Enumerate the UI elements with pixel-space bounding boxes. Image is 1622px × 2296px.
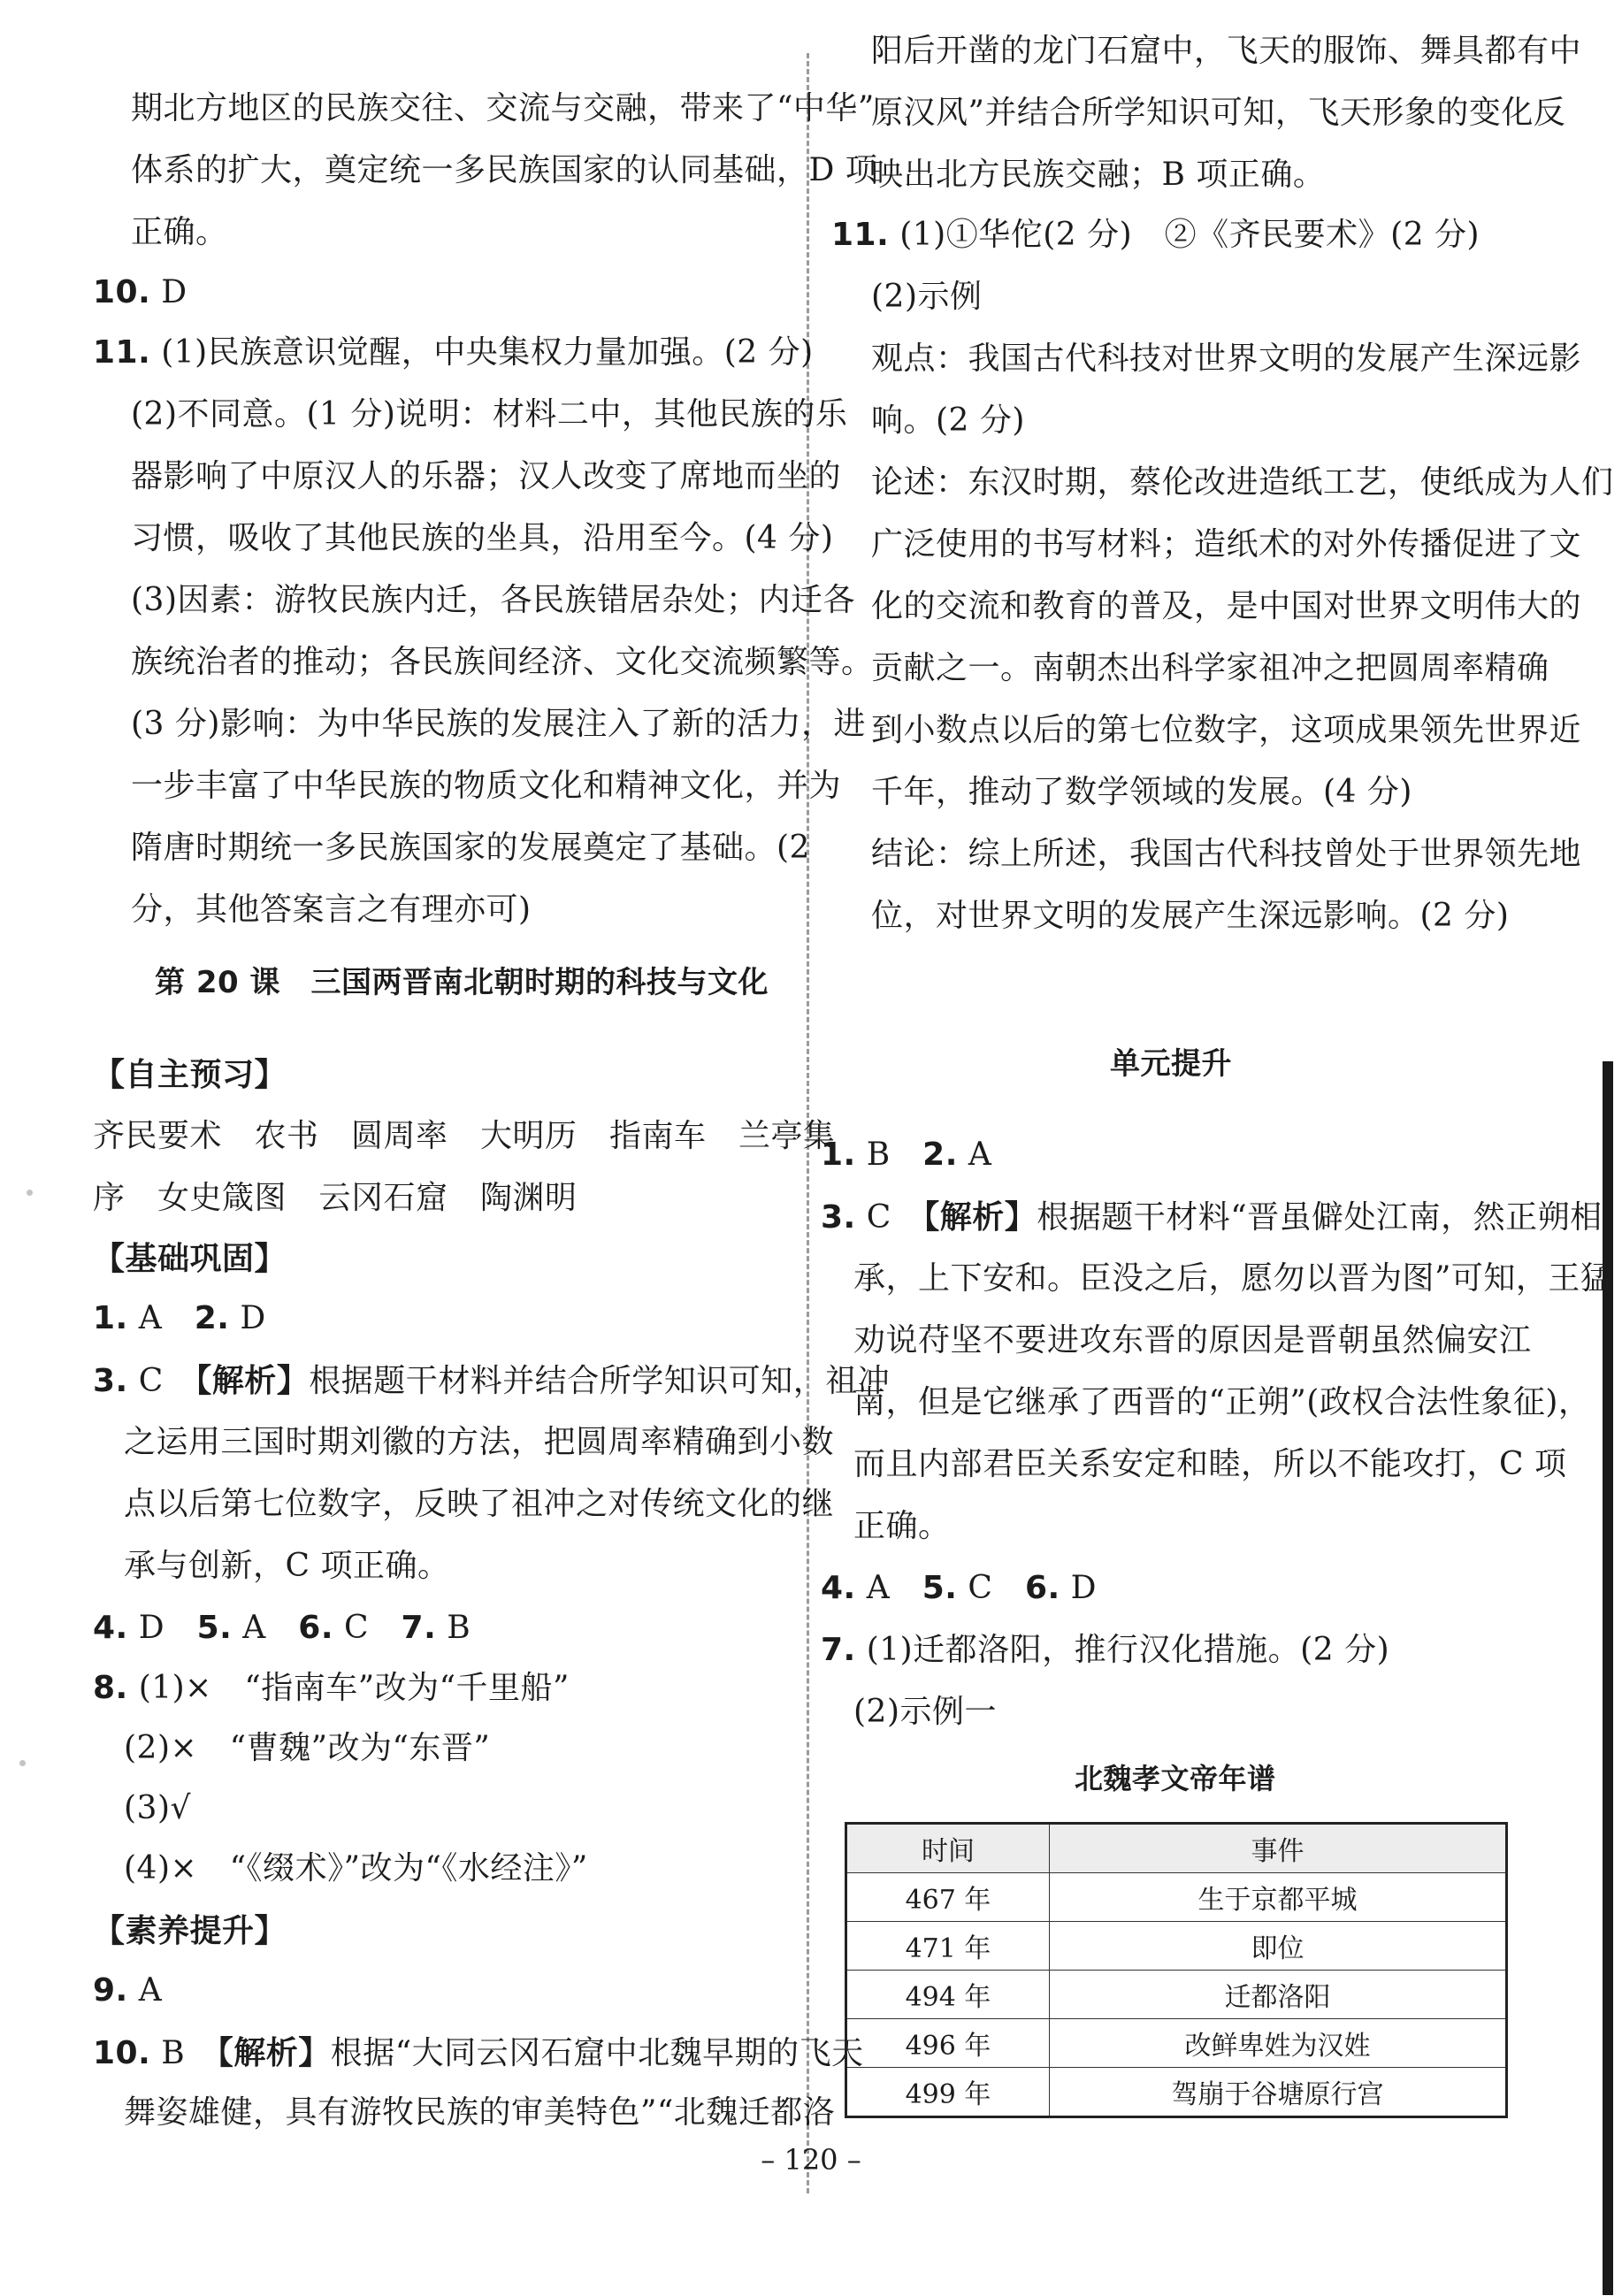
question-9 — [93, 1971, 162, 2011]
question-7-unit — [821, 1630, 1389, 1671]
question-number: 9. — [93, 1972, 128, 2009]
text-line: 贡献之一。南朝杰出科学家祖冲之把圆周率精确 — [871, 650, 1549, 686]
table-header-cell: 时间 — [846, 1824, 1050, 1873]
question-11 — [93, 333, 814, 373]
text-line: 承，上下安和。臣没之后，愿勿以晋为图”可知，王猛 — [853, 1260, 1613, 1297]
table-cell: 改鲜卑姓为汉姓 — [1050, 2019, 1507, 2068]
answer: D — [138, 1610, 165, 1646]
table-cell: 467 年 — [846, 1873, 1050, 1922]
question-number: 2. — [922, 1137, 958, 1173]
text-line: 之运用三国时期刘徽的方法，把圆周率精确到小数 — [124, 1424, 835, 1460]
text-line: 论述：东汉时期，蔡伦改进造纸工艺，使纸成为人们 — [871, 464, 1614, 501]
text-line: 化的交流和教育的普及，是中国对世界文明伟大的 — [871, 588, 1582, 624]
text-line: 一步丰富了中华民族的物质文化和精神文化，并为 — [131, 768, 842, 804]
table-cell: 499 年 — [846, 2068, 1050, 2117]
answer: A — [138, 1972, 163, 2009]
text-line: 正确。 — [853, 1508, 951, 1544]
question-number: 7. — [401, 1610, 437, 1646]
question-number: 6. — [1024, 1570, 1060, 1606]
question-10 — [93, 272, 187, 313]
text-line: 南，但是它继承了西晋的“正朔”(政权合法性象征)， — [853, 1384, 1591, 1420]
table-row — [846, 1971, 1507, 2019]
text-line: (1)①华佗(2 分) ②《齐民要术》(2 分) — [899, 217, 1480, 253]
text-line: 阳后开凿的龙门石窟中，飞天的服饰、舞具都有中 — [871, 33, 1582, 69]
question-number: 2. — [194, 1300, 230, 1336]
question-number: 4. — [821, 1570, 856, 1606]
text-line: 点以后第七位数字，反映了祖冲之对传统文化的继 — [124, 1486, 835, 1522]
unit-title: 单元提升 — [1110, 1046, 1232, 1082]
question-number: 10. — [93, 2035, 151, 2071]
answer: A — [242, 1610, 266, 1646]
analysis-tag: 【解析】 — [923, 1198, 1037, 1236]
table-row — [846, 2068, 1507, 2117]
question-10-literacy — [93, 2032, 864, 2074]
questions-4-6-unit — [821, 1568, 1097, 1609]
question-number: 10. — [93, 274, 151, 310]
section-heading: 【基础巩固】 — [93, 1240, 287, 1277]
text-line: 千年，推动了数学领域的发展。(4 分) — [871, 774, 1412, 810]
table-header-cell: 事件 — [1050, 1824, 1507, 1873]
table-header-row — [846, 1824, 1507, 1873]
answer: B — [161, 2035, 186, 2071]
question-number: 3. — [93, 1363, 128, 1399]
text-line: 齐民要术 农书 圆周率 大明历 指南车 兰亭集 — [93, 1118, 836, 1154]
table-title: 北魏孝文帝年谱 — [1075, 1762, 1276, 1795]
table-row — [846, 2019, 1507, 2068]
text-line: 根据题干材料“晋虽僻处江南，然正朔相 — [1037, 1199, 1603, 1236]
text-line: 广泛使用的书写材料；造纸术的对外传播促进了文 — [871, 526, 1582, 563]
text-line: 器影响了中原汉人的乐器；汉人改变了席地而坐的 — [131, 458, 842, 494]
scan-speck — [19, 1760, 26, 1766]
answer: D — [240, 1300, 266, 1336]
question-11-right — [831, 215, 1480, 256]
table-cell: 494 年 — [846, 1971, 1050, 2019]
answer: C — [866, 1199, 891, 1236]
text-line: 根据题干材料并结合所学知识可知，祖冲 — [309, 1363, 891, 1399]
text-line: 隋唐时期统一多民族国家的发展奠定了基础。(2 — [131, 830, 810, 866]
text-line: (2)× “曹魏”改为“东晋” — [124, 1730, 491, 1766]
table-cell: 迁都洛阳 — [1050, 1971, 1507, 2019]
text-line: 舞姿雄健，具有游牧民族的审美特色”“北魏迁都洛 — [124, 2094, 836, 2131]
question-3-unit — [821, 1197, 1603, 1238]
question-number: 4. — [93, 1610, 128, 1646]
table-cell: 496 年 — [846, 2019, 1050, 2068]
question-number: 7. — [821, 1632, 856, 1668]
question-3 — [93, 1360, 890, 1402]
answer: A — [138, 1300, 163, 1336]
question-number: 11. — [93, 334, 151, 371]
text-line: (2)示例一 — [853, 1694, 997, 1730]
text-line: 正确。 — [131, 214, 228, 250]
answer: B — [447, 1610, 471, 1646]
text-line: 承与创新，C 项正确。 — [124, 1548, 450, 1584]
table-row — [846, 1873, 1507, 1922]
text-line: 期北方地区的民族交往、交流与交融，带来了“中华” — [131, 90, 875, 126]
section-heading: 【素养提升】 — [93, 1912, 287, 1949]
question-number: 3. — [821, 1199, 856, 1236]
text-line: 而且内部君臣关系安定和睦，所以不能攻打，C 项 — [853, 1446, 1567, 1482]
scan-speck — [27, 1190, 33, 1196]
text-line: (1)迁都洛阳，推行汉化措施。(2 分) — [866, 1632, 1390, 1668]
table-cell: 即位 — [1050, 1922, 1507, 1971]
text-line: (1)民族意识觉醒，中央集权力量加强。(2 分) — [161, 334, 814, 371]
text-line: (4)× “《缀术》”改为“《水经注》” — [124, 1850, 588, 1887]
question-number: 11. — [831, 217, 890, 253]
questions-4-7 — [93, 1608, 471, 1649]
answer: C — [138, 1363, 164, 1399]
text-line: (3)因素：游牧民族内迁，各民族错居杂处；内迁各 — [131, 582, 855, 618]
answer: C — [968, 1570, 993, 1606]
answer: C — [343, 1610, 370, 1646]
text-line: (3 分)影响：为中华民族的发展注入了新的活力，进 — [131, 706, 866, 742]
text-line: 分，其他答案言之有理亦可) — [131, 892, 532, 928]
answer: B — [866, 1137, 891, 1173]
yearbook-table — [845, 1822, 1508, 2118]
text-line: (2)不同意。(1 分)说明：材料二中，其他民族的乐 — [131, 396, 848, 432]
answer: D — [1070, 1570, 1098, 1606]
analysis-tag: 【解析】 — [217, 2034, 331, 2071]
table-cell: 471 年 — [846, 1922, 1050, 1971]
scan-edge-shadow — [1603, 1061, 1613, 2295]
table-cell: 驾崩于谷塘原行宫 — [1050, 2068, 1507, 2117]
question-number: 8. — [93, 1670, 128, 1706]
text-line: 习惯，吸收了其他民族的坐具，沿用至今。(4 分) — [131, 520, 834, 556]
table-cell: 生于京都平城 — [1050, 1873, 1507, 1922]
text-line: 劝说苻坚不要进攻东晋的原因是晋朝虽然偏安江 — [853, 1322, 1532, 1358]
text-line: 原汉风”并结合所学知识可知，飞天形象的变化反 — [871, 95, 1566, 131]
text-line: 族统治者的推动；各民族间经济、文化交流频繁等。 — [131, 644, 874, 680]
text-line: 结论：综上所述，我国古代科技曾处于世界领先地 — [871, 836, 1582, 872]
analysis-tag: 【解析】 — [195, 1362, 310, 1399]
question-number: 6. — [298, 1610, 334, 1646]
question-number: 5. — [922, 1570, 958, 1606]
question-number: 5. — [196, 1610, 233, 1646]
text-line: (3)√ — [124, 1790, 191, 1826]
text-line: 序 女史箴图 云冈石窟 陶渊明 — [93, 1180, 578, 1216]
text-line: 体系的扩大，奠定统一多民族国家的认同基础，D 项 — [131, 152, 878, 188]
text-line: 观点：我国古代科技对世界文明的发展产生深远影 — [871, 341, 1582, 377]
question-number: 1. — [821, 1137, 856, 1173]
question-number: 1. — [93, 1300, 128, 1336]
text-line: 响。(2 分) — [871, 402, 1025, 439]
text-line: 到小数点以后的第七位数字，这项成果领先世界近 — [871, 712, 1582, 748]
text-line: (2)示例 — [871, 279, 983, 315]
answer: D — [161, 274, 187, 310]
text-line: 位，对世界文明的发展产生深远影响。(2 分) — [871, 898, 1510, 934]
text-line: 映出北方民族交融；B 项正确。 — [871, 157, 1326, 193]
questions-1-2 — [93, 1298, 266, 1339]
answer: A — [866, 1570, 891, 1606]
lesson-title: 第 20 课 三国两晋南北朝时期的科技与文化 — [155, 965, 769, 1000]
text-line: 根据“大同云冈石窟中北魏早期的飞天 — [330, 2035, 864, 2071]
questions-1-2-unit — [821, 1135, 991, 1175]
question-8 — [93, 1668, 570, 1709]
table-row — [846, 1922, 1507, 1971]
text-line: (1)× “指南车”改为“千里船” — [138, 1670, 570, 1706]
answer: A — [968, 1137, 992, 1173]
section-heading: 【自主预习】 — [93, 1056, 287, 1093]
page-number: – 120 – — [761, 2143, 861, 2177]
